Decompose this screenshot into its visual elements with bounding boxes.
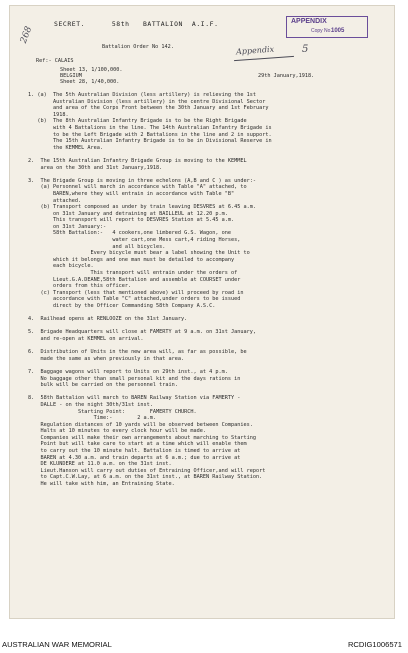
order-line: water cart,one Mess cart,4 riding Horses, bbox=[28, 237, 241, 244]
order-line bbox=[28, 151, 272, 158]
order-line bbox=[28, 362, 272, 369]
order-line: Halts at 10 minutes to every clock hour will be made. bbox=[28, 428, 207, 435]
map-region: BELGIUM bbox=[60, 73, 82, 79]
record-id: RCDIG1006571 bbox=[347, 640, 402, 649]
order-line: and area of the Corps Front between the 30th January and 1st February bbox=[28, 105, 269, 112]
handwritten-appendix: Appendix bbox=[235, 44, 275, 57]
order-line: and all bicycles. bbox=[28, 243, 166, 250]
handwritten-underline bbox=[234, 56, 294, 61]
order-line: Time:- 2 a.m. bbox=[28, 415, 157, 422]
handwritten-appendix-number: 5 bbox=[302, 44, 309, 55]
order-line: The 15th Australian Infantry Brigade is to be in Divisional Reserve in bbox=[28, 138, 272, 145]
appendix-stamp bbox=[286, 16, 368, 38]
order-line bbox=[28, 389, 272, 396]
order-line: bulk will be carried on the personnel train. bbox=[28, 382, 178, 389]
order-line: DALLE - on the night 30th/31st inst. bbox=[28, 401, 153, 408]
order-line bbox=[28, 171, 272, 178]
order-line: (b) Transport composed as under by train leaving DESVRES at 6.45 a.m. bbox=[28, 204, 256, 211]
order-line: on 31st January and detraining at BAILLEUL at 12.20 p.m. bbox=[28, 210, 228, 217]
order-line: BAREN,where they will entrain in accordance with Table "B" bbox=[28, 190, 235, 197]
order-line: Lieut.Hanson will carry out duties of Entraining Officer,and will report bbox=[28, 467, 266, 474]
order-line: (b) The 8th Australian Infantry Brigade is to be the Right Brigade bbox=[28, 118, 247, 125]
margin-annotation: 268 bbox=[18, 25, 35, 45]
archive-name: AUSTRALIAN WAR MEMORIAL bbox=[2, 640, 112, 649]
order-line: Companies will make their own arrangements about marching to Starting bbox=[28, 434, 256, 441]
order-line: with 4 Battalions in the line. The 14th Australian Infantry Brigade is bbox=[28, 124, 272, 131]
order-line: Starting Point: FAMERTY CHURCH. bbox=[28, 408, 197, 415]
order-line bbox=[28, 323, 272, 330]
order-line: and re-open at KEMMEL on arrival. bbox=[28, 335, 144, 342]
order-line bbox=[28, 343, 272, 350]
order-line: the KEMMEL Area. bbox=[28, 144, 103, 151]
order-line: 58th Battalion:- 4 cookers,one limbered G.S. Wagon, one bbox=[28, 230, 232, 237]
order-line: 2. The 15th Australian Infantry Brigade Group is moving to the KEMMEL bbox=[28, 157, 247, 164]
order-line: Australian Division (less artillery) in the centre Divisional Sector bbox=[28, 98, 266, 105]
map-reference: Ref:- CALAIS bbox=[36, 58, 74, 64]
order-line: 1. (a) The 5th Australian Division (less artillery) is relieving the 1st bbox=[28, 92, 256, 98]
order-line: 5. Brigade Headquarters will close at FAMERTY at 9 a.m. on 31st January, bbox=[28, 329, 256, 336]
map-sheet-2: Sheet 28, 1/40,000. bbox=[60, 79, 120, 85]
order-line: 8. 58th Battalion will march to BAREN Railway Station via FAMERTY - bbox=[28, 395, 241, 402]
order-line: 3. The Brigade Group is moving in three echelons (A,B and C ) as under:- bbox=[28, 177, 256, 184]
order-line: 6. Distribution of Units in the new area will, as far as possible, be bbox=[28, 349, 247, 356]
order-line: 7. Baggage wagons will report to Units on 29th inst., at 4 p.m. bbox=[28, 368, 228, 375]
classification-heading: SECRET. 58th BATTALION A.I.F. bbox=[54, 20, 219, 28]
map-sheet-1: Sheet 13, 1/100,000. bbox=[60, 67, 123, 73]
order-line: He will take with him, an Entraining State. bbox=[28, 481, 175, 488]
order-line: 1918. bbox=[28, 111, 69, 118]
order-line: Every bicycle must bear a label showing the Unit to bbox=[28, 250, 250, 257]
order-line: direct by the Officer Commanding 58th Company A.S.C. bbox=[28, 303, 216, 309]
order-line: which it belongs and one man must be detailed to accompany bbox=[28, 256, 235, 263]
order-line: accordance with Table "C" attached,under orders to be issued bbox=[28, 296, 241, 303]
order-line: to Capt.C.W.Lay, at 6 a.m. on the 31st inst., at BAREN Railway Station. bbox=[28, 474, 263, 481]
document-page bbox=[10, 6, 394, 618]
order-line: 4. Railhead opens at RENLOOZE on the 31st January. bbox=[28, 316, 188, 323]
order-line: on 31st January:- bbox=[28, 223, 107, 230]
order-line: each bicycle. bbox=[28, 263, 94, 270]
order-line: (c) Transport (less that mentioned above) will proceed by road in bbox=[28, 289, 244, 296]
order-line: to be the Left Brigade with 2 Battalions in the line and 2 in support. bbox=[28, 131, 272, 138]
order-line: Point but will take care to start at a time which will enable them bbox=[28, 441, 247, 448]
order-line: area on the 30th and 31st January,1918. bbox=[28, 164, 163, 171]
order-line: This transport will report to DESVRES Station at 5.45 a.m. bbox=[28, 217, 235, 224]
order-line bbox=[28, 310, 272, 317]
order-number: Battalion Order No 142. bbox=[102, 44, 174, 50]
order-date: 29th January,1918. bbox=[258, 73, 315, 79]
order-line: made the same as when previously in that area. bbox=[28, 355, 185, 362]
order-line: No baggage other than small personal kit and the days rations in bbox=[28, 375, 241, 382]
order-line: attached. bbox=[28, 197, 82, 204]
stamp-number: 1005 bbox=[331, 28, 345, 34]
order-line: to carry out the 10 minute halt. Battalion is timed to arrive at bbox=[28, 448, 241, 455]
order-line: DE KLUNDERE at 11.0 a.m. on the 31st inst. bbox=[28, 461, 172, 468]
order-line: Lieut.G.A.DEANE,58th Battalion and assemble at COURSET under bbox=[28, 276, 241, 283]
order-line: Regulation distances of 10 yards will be observed between Companies. bbox=[28, 421, 253, 428]
order-line: (a) Personnel will march in accordance with Table "A" attached, to bbox=[28, 184, 247, 191]
order-line: This transport will entrain under the orders of bbox=[28, 270, 238, 277]
stamp-title: APPENDIX bbox=[291, 18, 327, 25]
stamp-copy-label: Copy No. bbox=[311, 28, 332, 34]
order-line: BAREN at 4.30 a.m. and train departs at 6 a.m.; due to arrive at bbox=[28, 454, 241, 461]
order-body bbox=[28, 92, 272, 488]
order-line: orders from this officer. bbox=[28, 283, 132, 290]
